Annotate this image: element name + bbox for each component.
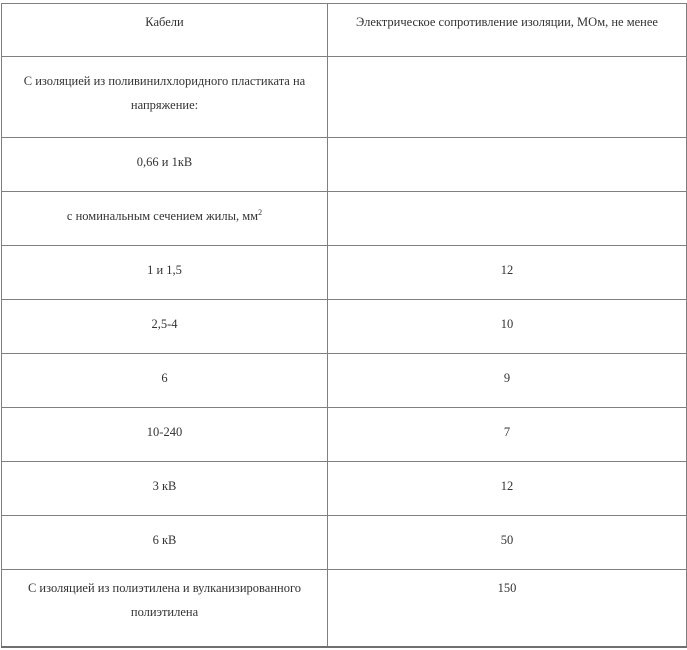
resistance-cell: 50 [328,516,687,570]
cable-cell: С изоляцией из поливинилхлоридного пластиката на напряжение: [2,57,328,138]
table-row [2,516,687,570]
cable-cell: 6 кВ [2,516,328,570]
resistance-cell: 12 [328,246,687,300]
table-row [2,408,687,462]
cable-cell-text: с номинальным сечением жилы, мм [66,209,259,223]
table-row [2,462,687,516]
resistance-cell: 9 [328,354,687,408]
resistance-cell [328,57,687,138]
table-row [2,138,687,192]
resistance-cell: 150 [328,570,687,647]
table-row [2,246,687,300]
cable-cell: 2,5-4 [2,300,328,354]
insulation-resistance-table [1,3,687,648]
cable-cell [2,192,328,246]
superscript-squared: 2 [258,207,263,217]
table-row [2,354,687,408]
table-header-row [2,4,687,57]
resistance-cell: 12 [328,462,687,516]
cable-cell: 3 кВ [2,462,328,516]
cable-cell: 6 [2,354,328,408]
resistance-cell: 10 [328,300,687,354]
cable-cell: 10-240 [2,408,328,462]
header-cables: Кабели [2,4,328,57]
table-row [2,300,687,354]
cable-cell: С изоляцией из полиэтилена и вулканизированного полиэтилена [2,570,328,647]
header-insulation-resistance: Электрическое сопротивление изоляции, МОм, не менее [328,4,687,57]
resistance-cell [328,138,687,192]
resistance-cell [328,192,687,246]
resistance-cell: 7 [328,408,687,462]
table-row [2,570,687,647]
table-row [2,57,687,138]
cable-cell: 0,66 и 1кВ [2,138,328,192]
table-row [2,192,687,246]
insulation-resistance-table-container [1,3,686,648]
cable-cell: 1 и 1,5 [2,246,328,300]
